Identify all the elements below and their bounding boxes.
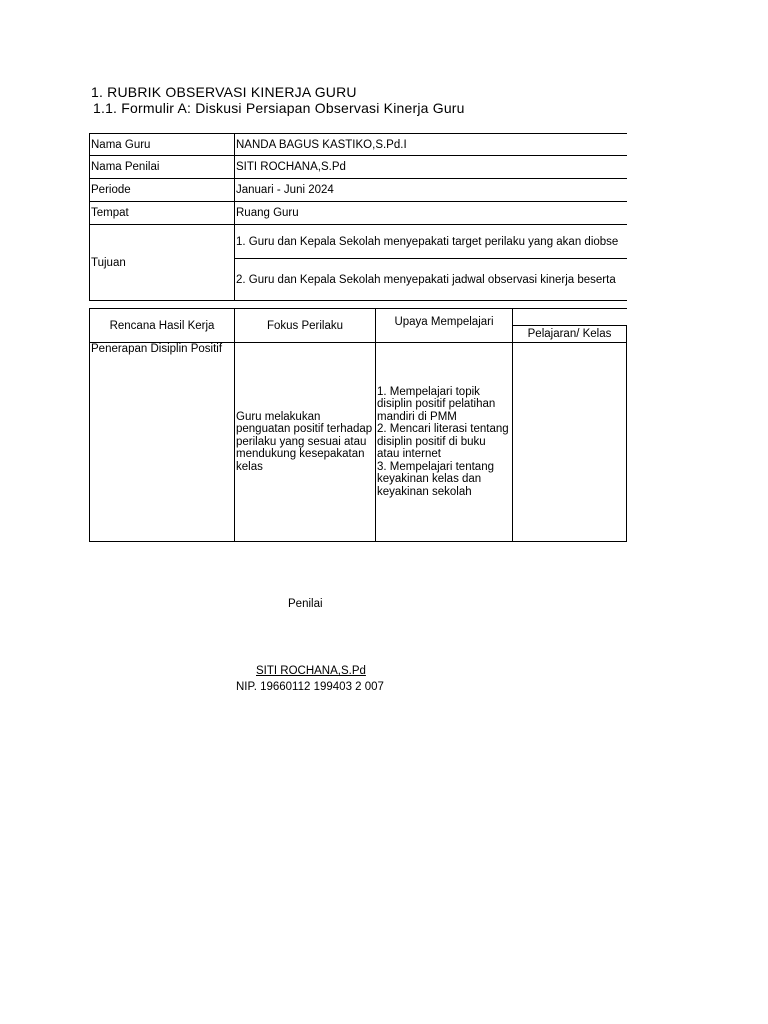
blank-cell bbox=[627, 343, 628, 542]
nama-guru-label: Nama Guru bbox=[90, 134, 235, 156]
upaya-cell bbox=[376, 343, 513, 542]
table-row bbox=[90, 134, 628, 156]
pelajaran-cell bbox=[513, 343, 627, 542]
tempat-label: Tempat bbox=[90, 202, 235, 225]
table-row bbox=[90, 343, 628, 542]
header-rencana: Rencana Hasil Kerja bbox=[90, 309, 235, 343]
header-pelajaran: Pelajaran/ Kelas bbox=[513, 326, 627, 343]
table-row bbox=[90, 225, 628, 259]
periode-value: Januari - Juni 2024 bbox=[235, 179, 628, 202]
upaya-item-3: 3. Mempelajari tentang keyakinan kelas dan keyakinan sekolah bbox=[377, 460, 494, 498]
signer-role: Penilai bbox=[288, 598, 323, 610]
header-upaya: Upaya Mempelajari bbox=[376, 309, 513, 343]
plan-table bbox=[89, 308, 627, 542]
tempat-value: Ruang Guru bbox=[235, 202, 628, 225]
upaya-item-1: 1. Mempelajari topik disiplin positif pelatihan mandiri di PMM bbox=[377, 385, 496, 423]
signer-nip: NIP. 19660112 199403 2 007 bbox=[236, 681, 384, 693]
tujuan-label: Tujuan bbox=[90, 225, 235, 301]
document-subtitle: 1.1. Formulir A: Diskusi Persiapan Observasi Kinerja Guru bbox=[93, 100, 465, 116]
nama-guru-value: NANDA BAGUS KASTIKO,S.Pd.I bbox=[235, 134, 628, 156]
nama-penilai-value: SITI ROCHANA,S.Pd bbox=[235, 156, 628, 179]
table-header-row bbox=[90, 309, 628, 326]
table-row bbox=[90, 179, 628, 202]
header-blank bbox=[627, 326, 628, 343]
document-title: 1. RUBRIK OBSERVASI KINERJA GURU bbox=[91, 84, 357, 100]
table-row bbox=[90, 156, 628, 179]
tujuan-item-1: 1. Guru dan Kepala Sekolah menyepakati target perilaku yang akan diobse bbox=[235, 225, 628, 259]
header-fokus: Fokus Perilaku bbox=[235, 309, 376, 343]
info-table-container bbox=[89, 133, 627, 303]
info-table bbox=[89, 133, 627, 301]
tujuan-item-2: 2. Guru dan Kepala Sekolah menyepakati jadwal observasi kinerja beserta bbox=[235, 259, 628, 301]
signer-name: SITI ROCHANA,S.Pd bbox=[256, 665, 366, 677]
plan-table-container bbox=[89, 308, 627, 543]
nama-penilai-label: Nama Penilai bbox=[90, 156, 235, 179]
rencana-cell: Penerapan Disiplin Positif bbox=[90, 343, 235, 542]
upaya-item-2: 2. Mencari literasi tentang disiplin positif di buku atau internet bbox=[377, 423, 509, 461]
table-row bbox=[90, 202, 628, 225]
fokus-cell: Guru melakukan penguatan positif terhadap perilaku yang sesuai atau mendukung kesepakatan kelas bbox=[235, 343, 376, 542]
header-group-blank bbox=[513, 309, 628, 326]
periode-label: Periode bbox=[90, 179, 235, 202]
